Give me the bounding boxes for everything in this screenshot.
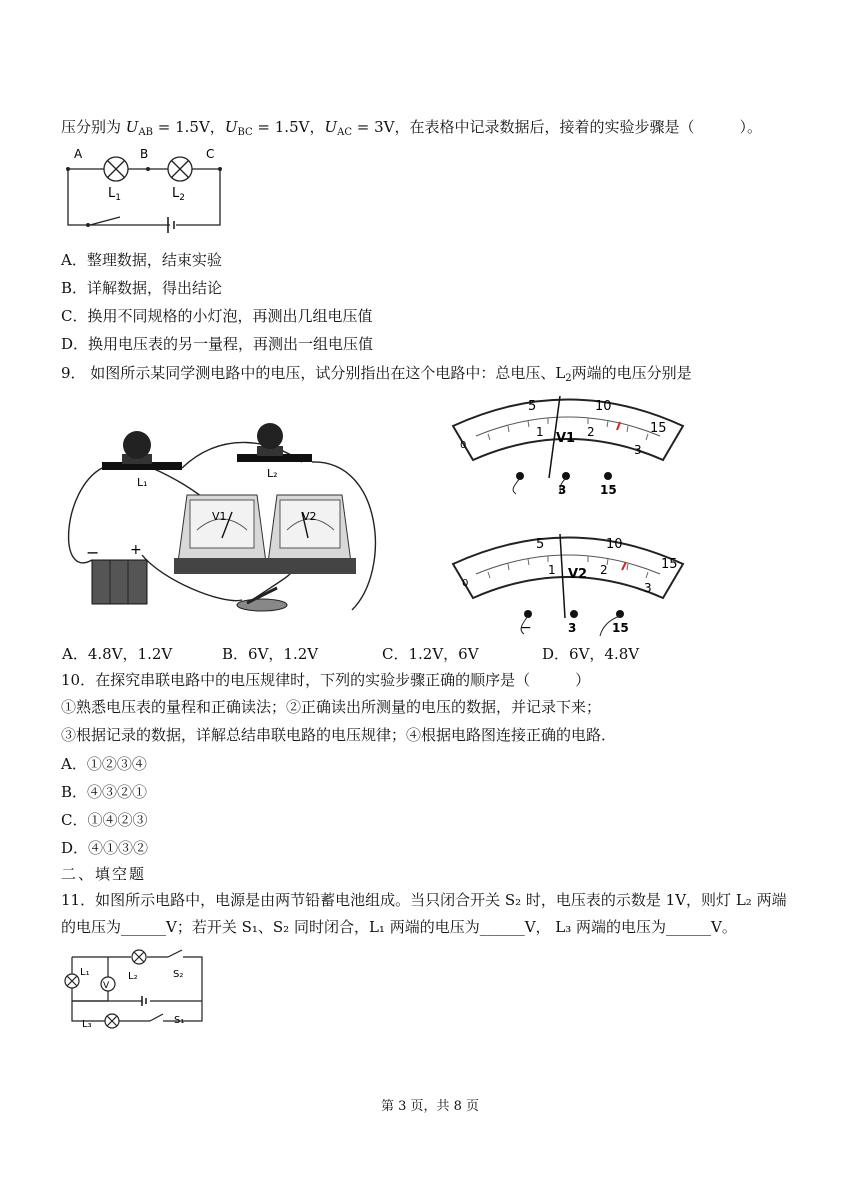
u-ac-symbol: U (324, 118, 338, 136)
v1-dial-label: V1 (556, 431, 576, 446)
q11-s1-label: S₁ (174, 1015, 185, 1026)
lamp-l1-label: $L_1$ (108, 186, 121, 203)
v1-scale-upper-15: 15 (650, 421, 667, 436)
q9-option-d: D．6V，4.8V (542, 645, 640, 663)
q8-option-b: B．详解数据，得出结论 (61, 279, 223, 297)
u-ab-value: = 1.5V， (153, 118, 225, 136)
u-ac-value: = 3V， (351, 118, 410, 136)
q8-option-a: A．整理数据，结束实验 (61, 251, 222, 269)
v1-scale-lower-3: 3 (634, 443, 642, 457)
q9-stem-b: 两端的电压分别是 (571, 364, 692, 382)
section-heading: 二、填空题 (61, 865, 147, 883)
q9-l2-label: L₂ (267, 467, 278, 480)
q8-circuit-diagram (60, 143, 240, 235)
point-b-label: B (140, 147, 149, 161)
u-bc-value: = 1.5V， (252, 118, 325, 136)
q9-v1-device-label: V1 (212, 510, 227, 523)
q11-l1-label: L₁ (80, 967, 90, 978)
q11-circuit-diagram (58, 945, 208, 1035)
u-ab-symbol: U (125, 118, 139, 136)
q10-option-b: B．④③②① (61, 783, 148, 801)
q9-option-a: A．4.8V，1.2V (62, 645, 173, 663)
q9-l1-label: L₁ (137, 476, 148, 489)
lamp-l1-bulb (123, 431, 151, 459)
v2-scale-upper-5: 5 (536, 537, 545, 552)
v1-scale-upper-10: 10 (595, 399, 612, 414)
q11-s2-label: S₂ (173, 969, 184, 980)
battery-plus-sign: + (130, 542, 142, 558)
voltmeter-v2-device (264, 495, 356, 574)
q11-l3-label: L₃ (82, 1019, 92, 1030)
voltmeter-v1-device (174, 495, 270, 574)
v2-minus-terminal: − (520, 620, 532, 636)
q10-steps-line2: ③根据记录的数据，详解总结串联电路的电压规律；④根据电路图连接正确的电路． (61, 726, 617, 744)
v1-terminal-15: 15 (600, 483, 617, 497)
knife-switch (237, 599, 287, 611)
point-c-label: C (206, 147, 215, 161)
v1-scale-lower-1: 1 (536, 425, 544, 439)
point-a-label: A (74, 147, 83, 161)
v1-scale-upper-5: 5 (528, 399, 537, 414)
q9-stem-sub: 2 (565, 373, 572, 384)
battery-minus-sign: − (86, 543, 100, 562)
q10-option-a: A．①②③④ (61, 755, 147, 773)
battery-pack (92, 560, 147, 604)
q8-stem-suffix: 在表格中记录数据后，接着的实验步骤是（ ）。 (409, 118, 762, 136)
v1-zero: 0 (460, 440, 467, 451)
q9-meter-dials (448, 388, 688, 638)
q10-option-c: C．①④②③ (61, 811, 148, 829)
q9-stem-a: 9． 如图所示某同学测电路中的电压，试分别指出在这个电路中：总电压、L (61, 364, 566, 382)
lamp-l2-bulb (257, 423, 283, 449)
lamp-l2-label: $L_2$ (172, 186, 185, 203)
q8-option-c: C．换用不同规格的小灯泡，再测出几组电压值 (61, 307, 373, 325)
q11-stem-line1: 11．如图所示电路中，电源是由两节铅蓄电池组成。当只闭合开关 S₂ 时，电压表的示数是 1V，则灯 L₂ 两端 (61, 891, 787, 909)
q11-l2-label: L₂ (128, 971, 138, 982)
q8-option-d: D．换用电压表的另一量程，再测出一组电压值 (61, 335, 374, 353)
q9-v2-device-label: V2 (302, 510, 317, 523)
v1-terminal-3: 3 (558, 483, 567, 497)
voltmeter-v-label: V (103, 981, 110, 991)
v2-terminal-3: 3 (568, 621, 577, 635)
u-ab-sub: AB (138, 127, 154, 138)
q8-stem-prefix: 压分别为 (61, 118, 126, 136)
u-bc-symbol: U (224, 118, 238, 136)
q10-steps-line1: ①熟悉电压表的量程和正确读法；②正确读出所测量的电压的数据，并记录下来； (61, 698, 602, 716)
v2-scale-upper-10: 10 (606, 537, 623, 552)
q8-stem (61, 117, 762, 143)
u-bc-sub: BC (237, 127, 253, 138)
v2-scale-lower-2: 2 (600, 563, 608, 577)
q9-option-c: C．1.2V，6V (382, 645, 479, 663)
v1-scale-lower-2: 2 (587, 425, 595, 439)
u-ac-sub: AC (337, 127, 352, 138)
v2-scale-lower-3: 3 (644, 581, 652, 595)
v2-dial-label: V2 (568, 567, 588, 582)
v2-terminal-15: 15 (612, 621, 629, 635)
q10-stem: 10．在探究串联电路中的电压规律时，下列的实验步骤正确的顺序是（ ） (61, 671, 591, 689)
v2-zero: 0 (462, 578, 469, 589)
page-footer: 第 3 页，共 8 页 (380, 1099, 480, 1114)
q9-apparatus-figure (62, 420, 392, 620)
q9-stem (61, 363, 692, 389)
q11-stem-line2: 的电压为______V；若开关 S₁、S₂ 同时闭合，L₁ 两端的电压为______V， L₃ 两端的电压为______V。 (61, 918, 737, 936)
q10-option-d: D．④①③② (61, 839, 149, 857)
v2-scale-lower-1: 1 (548, 563, 556, 577)
v2-scale-upper-15: 15 (661, 557, 678, 572)
q9-option-b: B．6V，1.2V (222, 645, 319, 663)
